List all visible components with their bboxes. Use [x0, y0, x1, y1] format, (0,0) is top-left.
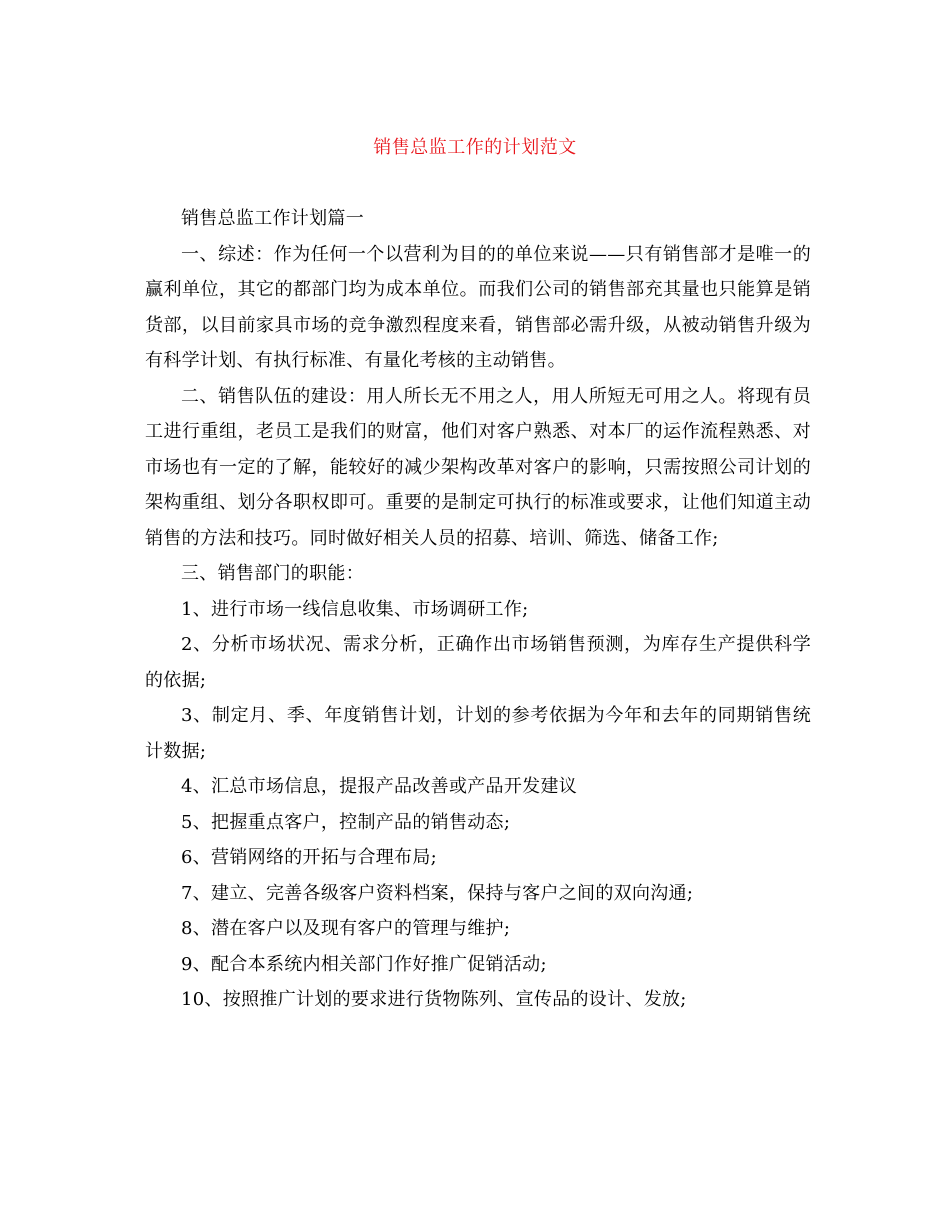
paragraph-functions-heading: 三、销售部门的职能： — [181, 563, 364, 584]
list-item: 6、营销网络的开拓与合理布局; — [181, 847, 438, 868]
list-item: 8、潜在客户以及现有客户的管理与维护; — [181, 918, 511, 939]
list-item: 7、建立、完善各级客户资料档案，保持与客户之间的双向沟通; — [181, 882, 694, 904]
document-title: 销售总监工作的计划范文 — [373, 137, 577, 158]
list-item: 4、汇总市场信息，提报产品改善或产品开发建议 — [181, 776, 578, 797]
list-item: 9、配合本系统内相关部门作好推广促销活动; — [181, 953, 547, 975]
paragraph-overview: 一、综述：作为任何一个以营利为目的的单位来说——只有销售部才是唯一的赢利单位，其它的都部门均为成本单位。而我们公司的销售部充其量也只能算是销货部，以目前家具市场的竞争激烈程度来看，销售部必需升级，从被动销售升级为有科学计划、有执行标准、有量化考核的主动销售。 — [145, 243, 811, 371]
list-item: 2、分析市场状况、需求分析，正确作出市场销售预测，为库存生产提供科学的依据; — [145, 634, 811, 691]
document-body — [145, 201, 811, 1018]
list-item: 5、把握重点客户，控制产品的销售动态; — [181, 811, 511, 833]
list-item: 3、制定月、季、年度销售计划，计划的参考依据为今年和去年的同期销售统计数据; — [145, 705, 811, 762]
section-heading: 销售总监工作计划篇一 — [181, 208, 364, 229]
list-item: 1、进行市场一线信息收集、市场调研工作; — [181, 598, 529, 620]
paragraph-team-building: 二、销售队伍的建设：用人所长无不用之人，用人所短无可用之人。将现有员工进行重组，老员工是我们的财富，他们对客户熟悉、对本厂的运作流程熟悉、对市场也有一定的了解，能较好的减少架构改革对客户的影响，只需按照公司计划的架构重组、划分各职权即可。重要的是制定可执行的标准或要求，让他们知道主动销售的方法和技巧。同时做好相关人员的招募、培训、筛选、储备工作; — [145, 385, 811, 549]
list-item: 10、按照推广计划的要求进行货物陈列、宣传品的设计、发放; — [181, 989, 687, 1010]
